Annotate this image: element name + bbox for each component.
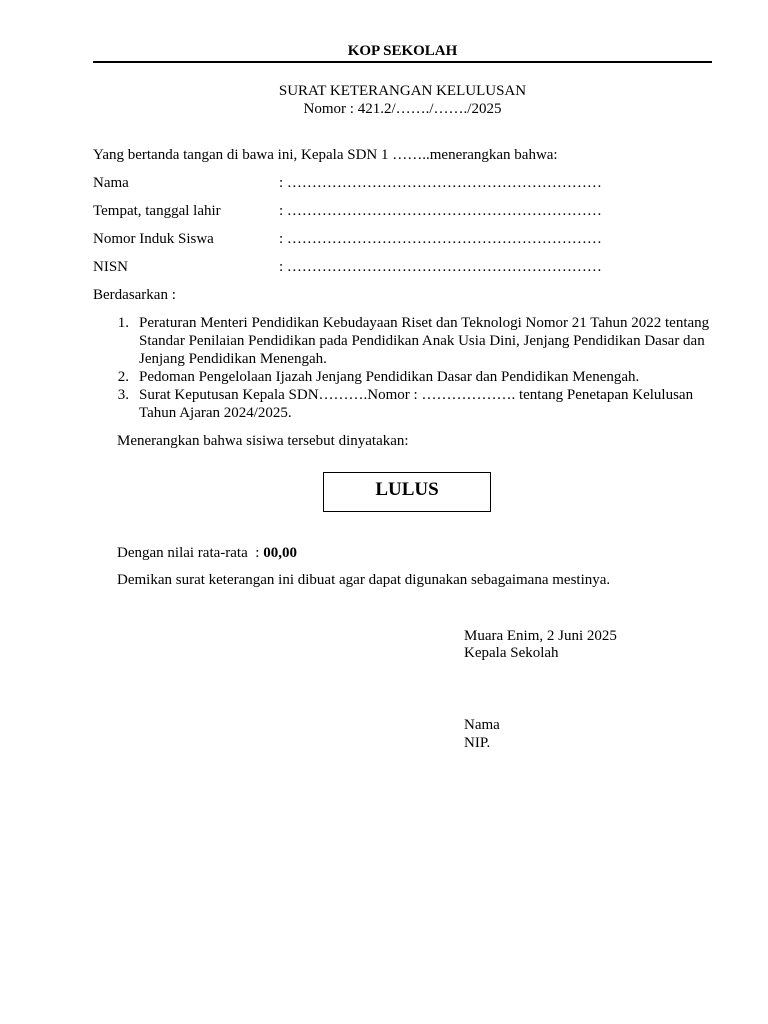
field-value: : ………………………………………………………	[279, 259, 602, 275]
list-item-number: 2.	[117, 369, 129, 385]
list-item-number: 3.	[117, 387, 129, 403]
field-value: : ………………………………………………………	[279, 231, 602, 247]
intro-text: Yang bertanda tangan di bawa ini, Kepala SDN 1 ……..menerangkan bahwa:	[93, 147, 558, 163]
list-item-text: Surat Keputusan Kepala SDN……….Nomor : ………………. tentang Penetapan Kelulusan Tahun Ajaran 2024/2025.	[139, 387, 694, 421]
closing-text: Demikan surat keterangan ini dibuat agar dapat digunakan sebagaimana mestinya.	[117, 572, 611, 588]
letter-number: Nomor : 421.2/……./……./2025	[303, 101, 502, 117]
signature-nip: NIP.	[464, 735, 491, 751]
score-label: Dengan nilai rata-rata :	[117, 545, 264, 561]
status-box	[323, 472, 491, 512]
letterhead: KOP SEKOLAH	[347, 43, 458, 59]
signature-name: Nama	[464, 717, 500, 733]
list-item-text: Pedoman Pengelolaan Ijazah Jenjang Pendidikan Dasar dan Pendidikan Menengah.	[139, 369, 640, 385]
field-label: Nomor Induk Siswa	[93, 231, 214, 247]
list-item-text: Peraturan Menteri Pendidikan Kebudayaan Riset dan Teknologi Nomor 21 Tahun 2022 tentang Standar Penilaian Pendidikan pada Pendidikan Anak Usia Dini, Jenjang Pendidikan Dasar dan Jenjang Pendidikan Menengah.	[139, 315, 710, 367]
field-label: Nama	[93, 175, 129, 191]
list-item-number: 1.	[117, 315, 129, 331]
score-value: 00,00	[263, 545, 297, 561]
declaration-text: Menerangkan bahwa sisiwa tersebut dinyatakan:	[117, 433, 409, 449]
field-label: NISN	[93, 259, 129, 275]
field-label: Tempat, tanggal lahir	[93, 203, 221, 219]
signature-place-date: Muara Enim, 2 Juni 2025	[464, 628, 617, 644]
field-value: : ………………………………………………………	[279, 203, 602, 219]
basis-label: Berdasarkan :	[93, 287, 176, 303]
score-line	[117, 544, 297, 562]
letterhead-rule	[93, 61, 712, 63]
letter-title: SURAT KETERANGAN KELULUSAN	[278, 83, 527, 99]
status-label: LULUS	[375, 479, 439, 500]
field-value: : ………………………………………………………	[279, 175, 602, 191]
signature-position: Kepala Sekolah	[464, 645, 559, 661]
